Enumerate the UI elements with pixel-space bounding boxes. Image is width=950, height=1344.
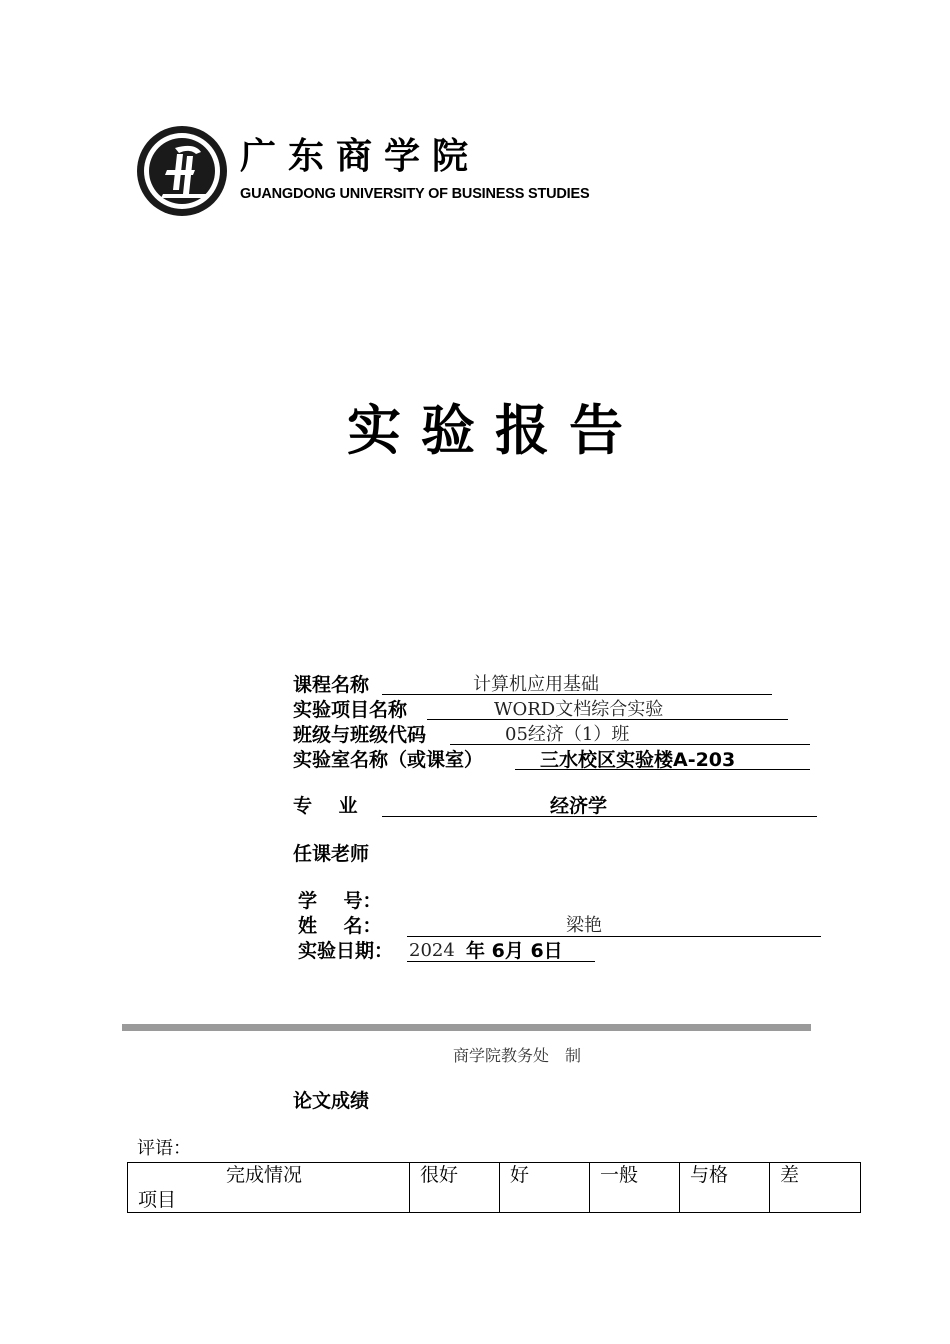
class-label: 班级与班级代码 — [293, 724, 427, 746]
grade-col-label: 好 — [510, 1164, 530, 1186]
course-value: 计算机应用基础 — [473, 674, 599, 695]
lab-label: 实验室名称（或课室） — [293, 749, 484, 771]
name-label: 姓 名： — [298, 915, 382, 937]
grade-table — [127, 1162, 861, 1213]
class-underline — [450, 723, 810, 745]
grade-header-cell — [128, 1163, 410, 1213]
grade-col-good — [500, 1163, 590, 1213]
major-value: 经济学 — [550, 795, 608, 817]
grade-col-pass — [680, 1163, 770, 1213]
lab-value: 三水校区实验楼A-203 — [540, 749, 736, 771]
teacher-label: 任课老师 — [293, 843, 370, 865]
paper-grade-heading: 论文成绩 — [293, 1090, 370, 1112]
school-emblem-icon — [135, 124, 229, 218]
date-year: 2024 — [409, 940, 455, 961]
grade-col-label: 与格 — [690, 1164, 729, 1186]
school-name-english: GUANGDONG UNIVERSITY OF BUSINESS STUDIES — [240, 186, 590, 202]
grade-col-label: 差 — [780, 1164, 800, 1186]
class-value: 05经济（1）班 — [505, 724, 630, 745]
school-name-chinese: 广东商学院 — [240, 136, 481, 177]
table-row — [128, 1163, 861, 1213]
date-month-day: 年 6月 6日 — [466, 940, 563, 962]
grade-col-poor — [770, 1163, 861, 1213]
student-id-label: 学 号： — [298, 890, 382, 912]
grade-col-average — [590, 1163, 680, 1213]
name-underline — [407, 915, 821, 937]
header-item: 项目 — [138, 1189, 177, 1211]
report-title: 实验报告 — [347, 398, 643, 462]
grade-col-label: 很好 — [420, 1164, 459, 1186]
grade-col-very-good — [410, 1163, 500, 1213]
date-label: 实验日期： — [298, 940, 394, 962]
issuer-note: 商学院教务处 制 — [453, 1046, 582, 1065]
course-label: 课程名称 — [293, 674, 370, 696]
grade-col-label: 一般 — [600, 1164, 639, 1186]
project-label: 实验项目名称 — [293, 699, 408, 721]
header-completion: 完成情况 — [226, 1164, 303, 1186]
project-value: WORD文档综合实验 — [494, 699, 664, 720]
name-value: 梁艳 — [566, 915, 602, 936]
comment-label: 评语： — [137, 1138, 191, 1159]
divider-rule — [122, 1024, 811, 1031]
major-label: 专 业 — [293, 795, 358, 817]
